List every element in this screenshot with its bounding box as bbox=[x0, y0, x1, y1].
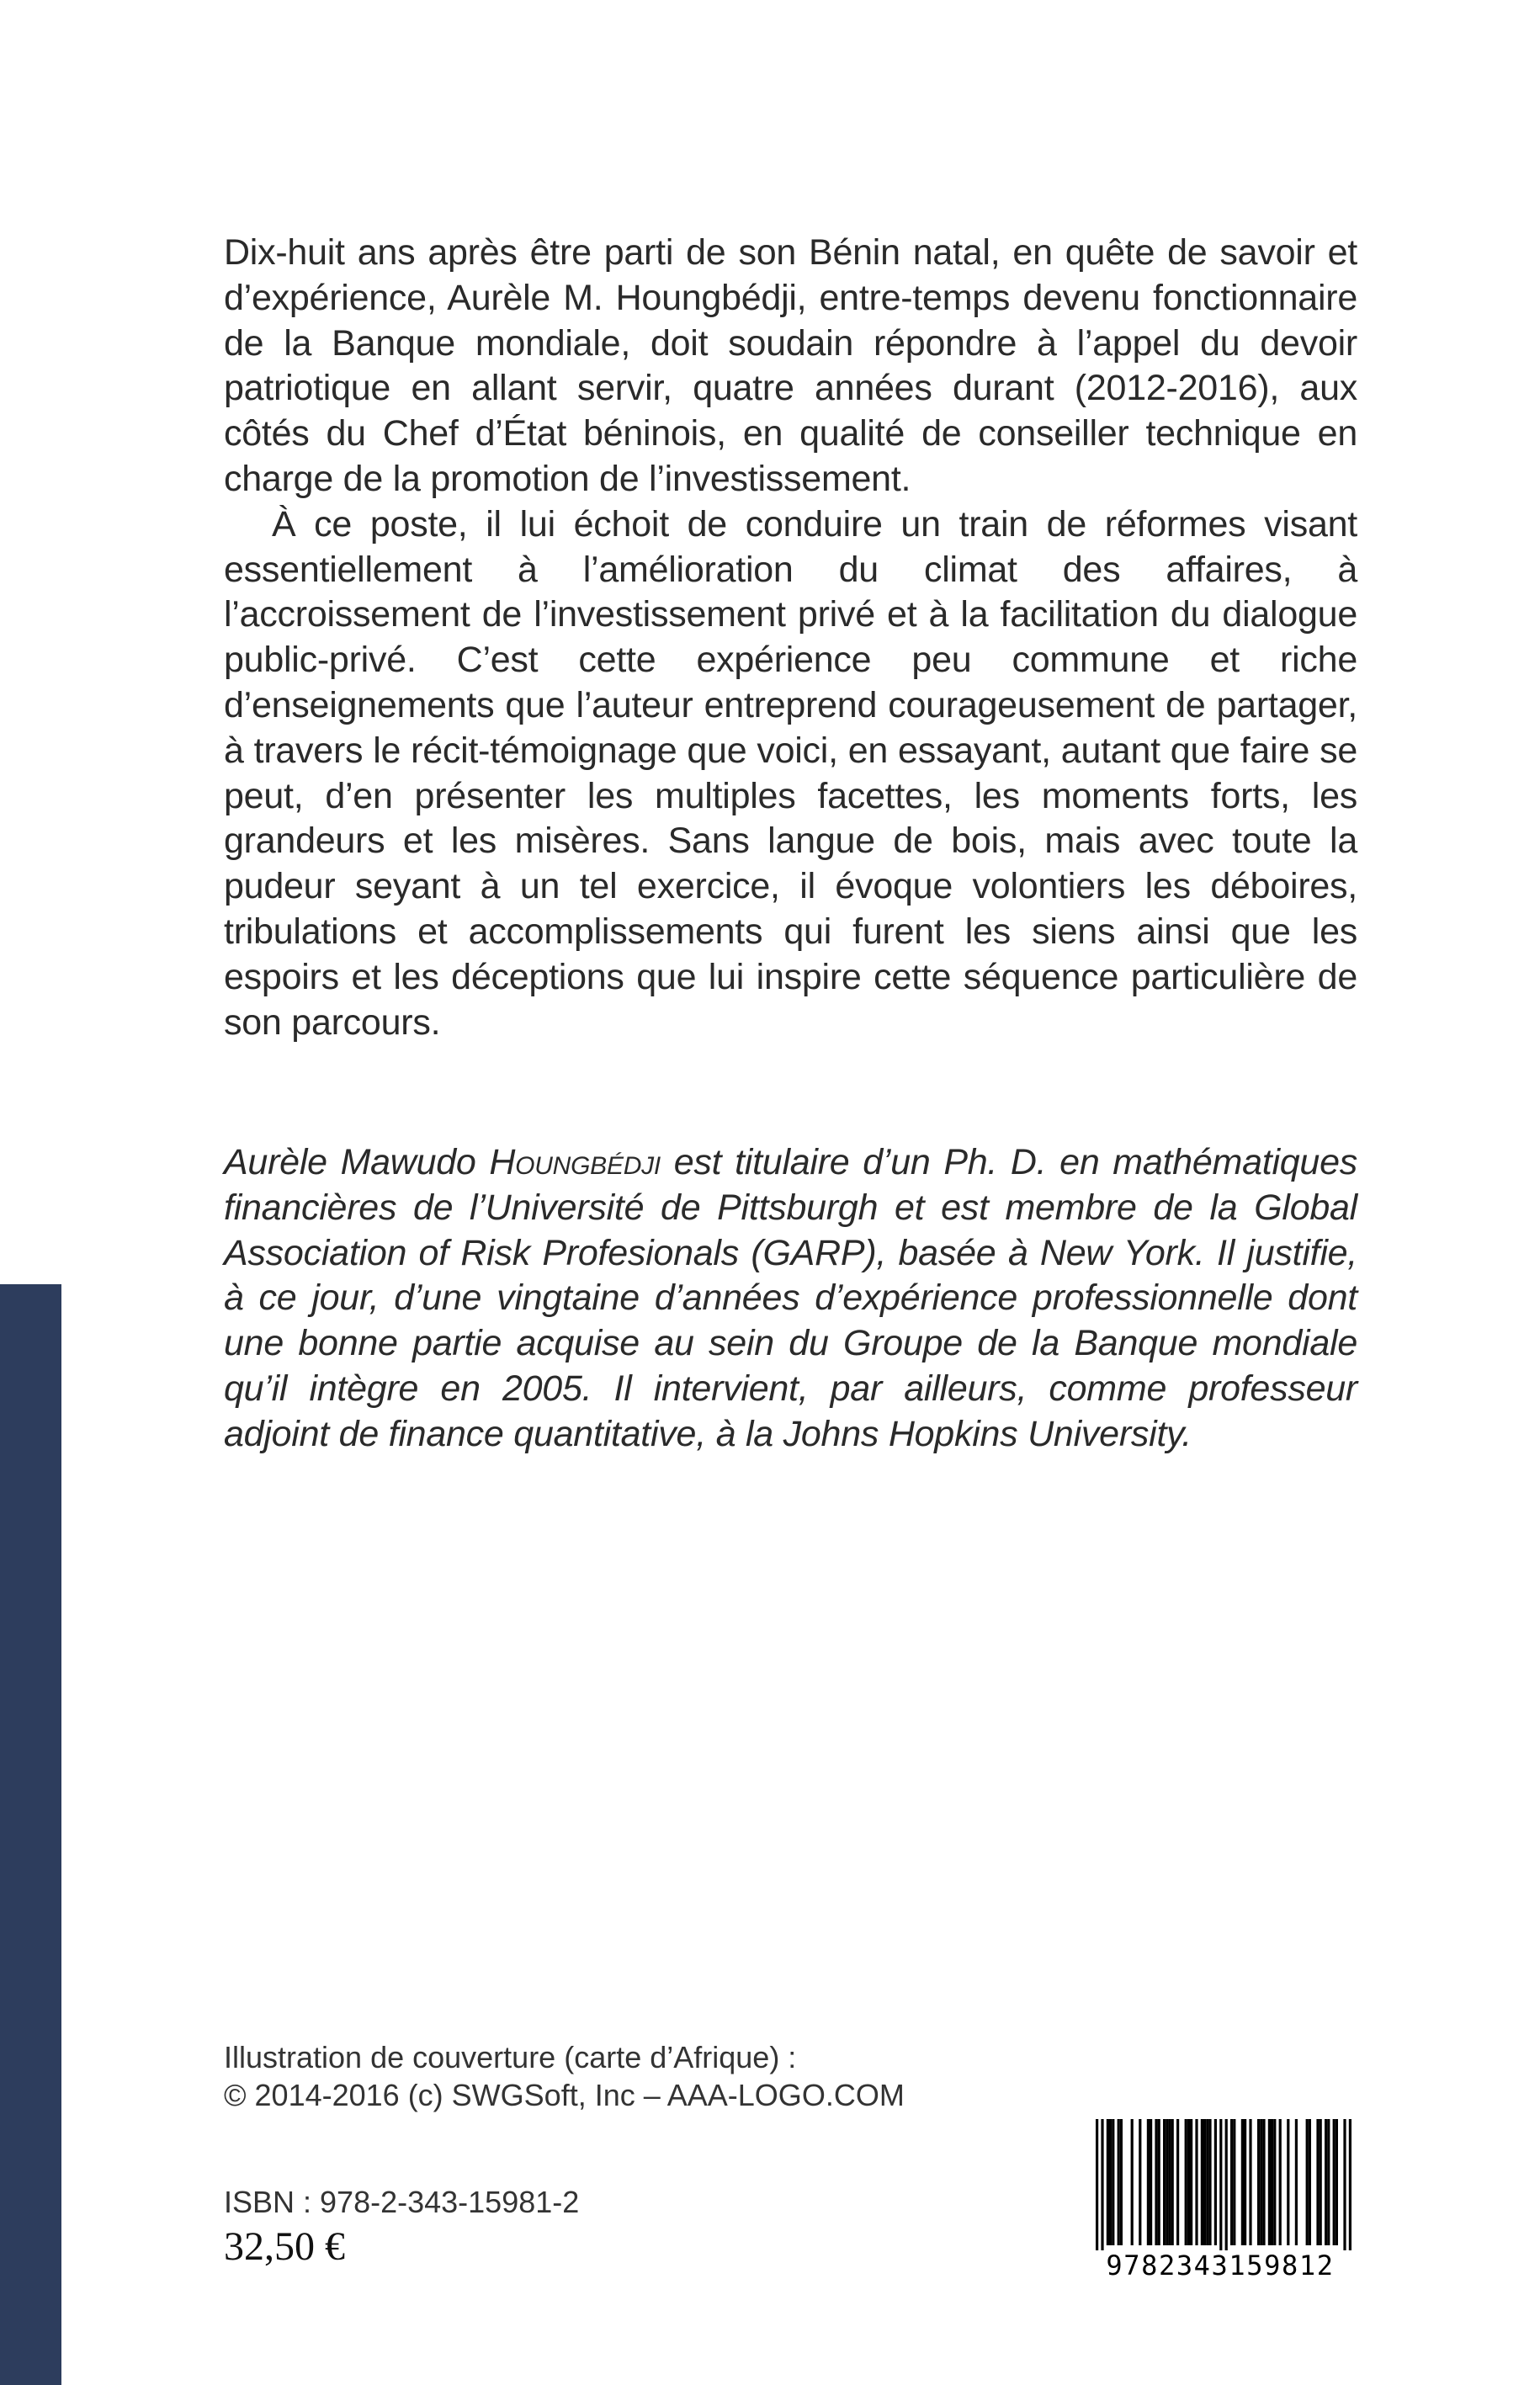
credit-line-2: © 2014-2016 (c) SWGSoft, Inc – AAA-LOGO.COM bbox=[224, 2078, 905, 2112]
barcode-bar bbox=[1333, 2119, 1336, 2245]
blurb-paragraph-1: Dix-huit ans après être parti de son Bénin natal, en quête de savoir et d’expérience, Aurèle M. Houngbédji, entre-temps devenu fonctionnaire de la Banque mondiale, doit soudain répondre à l’appel du devoir patriotique en allant servir, quatre années durant (2012-2016), aux côtés du Chef d’État béninois, en qualité de conseiller technique en charge de la promotion de l’investissement. bbox=[224, 232, 1357, 499]
barcode-bar bbox=[1249, 2119, 1251, 2245]
author-given-name: Aurèle Mawudo bbox=[224, 1142, 490, 1182]
barcode-bar bbox=[1176, 2119, 1179, 2245]
isbn-number: ISBN : 978-2-343-15981-2 bbox=[224, 2185, 580, 2219]
barcode-bar bbox=[1309, 2119, 1311, 2245]
barcode-bar bbox=[1268, 2119, 1271, 2245]
barcode-bar bbox=[1163, 2119, 1166, 2245]
barcode-bar bbox=[1230, 2119, 1233, 2245]
barcode-bars bbox=[1084, 2116, 1357, 2250]
barcode-bar bbox=[1109, 2119, 1112, 2245]
barcode-bar bbox=[1257, 2119, 1260, 2245]
barcode-bar bbox=[1150, 2119, 1152, 2245]
barcode-bar bbox=[1316, 2119, 1319, 2245]
cover-illustration-credit bbox=[224, 2038, 905, 2114]
side-color-band bbox=[0, 1284, 61, 2385]
barcode-bar bbox=[1171, 2119, 1174, 2245]
barcode-bar bbox=[1225, 2119, 1228, 2250]
barcode-bar bbox=[1190, 2119, 1192, 2245]
barcode-bar bbox=[1155, 2119, 1157, 2245]
barcode-bar bbox=[1262, 2119, 1265, 2245]
barcode-bar bbox=[1349, 2119, 1351, 2250]
credit-line-1: Illustration de couverture (carte d’Afrique) : bbox=[224, 2040, 797, 2074]
barcode-bar bbox=[1195, 2119, 1197, 2245]
barcode-bar bbox=[1203, 2119, 1206, 2245]
barcode-bar bbox=[1241, 2119, 1244, 2245]
barcode-bar bbox=[1233, 2119, 1235, 2245]
barcode-bar bbox=[1206, 2119, 1208, 2245]
barcode-bar bbox=[1112, 2119, 1114, 2245]
barcode-bar bbox=[1279, 2119, 1282, 2245]
book-price: 32,50 € bbox=[224, 2224, 345, 2269]
barcode-digits: 9782343159812 bbox=[1106, 2250, 1335, 2281]
barcode-bar bbox=[1214, 2119, 1217, 2245]
barcode-bar bbox=[1201, 2119, 1203, 2245]
barcode-bar bbox=[1185, 2119, 1187, 2245]
barcode-bar bbox=[1101, 2119, 1103, 2250]
barcode-bar bbox=[1158, 2119, 1160, 2245]
author-surname: Houngbédji bbox=[489, 1142, 661, 1182]
barcode-bar bbox=[1168, 2119, 1171, 2245]
barcode-bar bbox=[1320, 2119, 1322, 2245]
back-cover-blurb bbox=[224, 231, 1357, 1045]
barcode-bar bbox=[1343, 2119, 1346, 2250]
author-bio-text: est titulaire d’un Ph. D. en mathématiques financières de l’Université de Pittsburgh et est membre de la Global Association of Risk Profesionals (GARP), basée à New York. Il justifie, à ce jour, d’une vingtaine d’années d’expérience professionnelle dont une bonne partie acquise au sein du Groupe de la Banque mondiale qu’il intègre en 2005. Il intervient, par ailleurs, comme professeur adjoint de finance quantitative, à la Johns Hopkins University. bbox=[224, 1142, 1357, 1454]
barcode-bar bbox=[1107, 2119, 1109, 2245]
barcode-bar bbox=[1187, 2119, 1190, 2245]
barcode-bar bbox=[1131, 2119, 1134, 2245]
barcode-bar bbox=[1271, 2119, 1273, 2245]
barcode-bar bbox=[1273, 2119, 1276, 2245]
barcode-bar bbox=[1208, 2119, 1211, 2245]
barcode-bar bbox=[1327, 2119, 1330, 2245]
barcode-bar bbox=[1287, 2119, 1289, 2245]
isbn-barcode bbox=[1084, 2116, 1357, 2292]
barcode-bar bbox=[1336, 2119, 1338, 2245]
barcode-bar bbox=[1244, 2119, 1246, 2245]
barcode-bar bbox=[1219, 2119, 1222, 2250]
barcode-bar bbox=[1096, 2119, 1098, 2250]
blurb-paragraph-2: À ce poste, il lui échoit de conduire un train de réformes visant essentiellement à l’amélioration du climat des affaires, à l’accroissement de l’investissement privé et à la facilitation du dialogue public-privé. C’est cette expérience peu commune et riche d’enseignements que l’auteur entreprend courageusement de partager, à travers le récit-témoignage que voici, en essayant, autant que faire se peut, d’en présenter les multiples facettes, les moments forts, les grandeurs et les misères. Sans langue de bois, mais avec toute la pudeur seyant à un tel exercice, il évoque volontiers les déboires, tribulations et accomplissements qui furent les siens ainsi que les espoirs et les déceptions que lui inspire cette séquence particulière de son parcours. bbox=[224, 503, 1357, 1043]
barcode-bar bbox=[1118, 2119, 1120, 2245]
barcode-bar bbox=[1325, 2119, 1327, 2245]
barcode-bar bbox=[1166, 2119, 1168, 2245]
barcode-bar bbox=[1295, 2119, 1298, 2245]
barcode-bar bbox=[1120, 2119, 1123, 2245]
barcode-bar bbox=[1147, 2119, 1150, 2245]
barcode-bar bbox=[1260, 2119, 1262, 2245]
barcode-bar bbox=[1306, 2119, 1309, 2245]
author-bio bbox=[224, 1140, 1357, 1458]
barcode-bar bbox=[1139, 2119, 1141, 2245]
